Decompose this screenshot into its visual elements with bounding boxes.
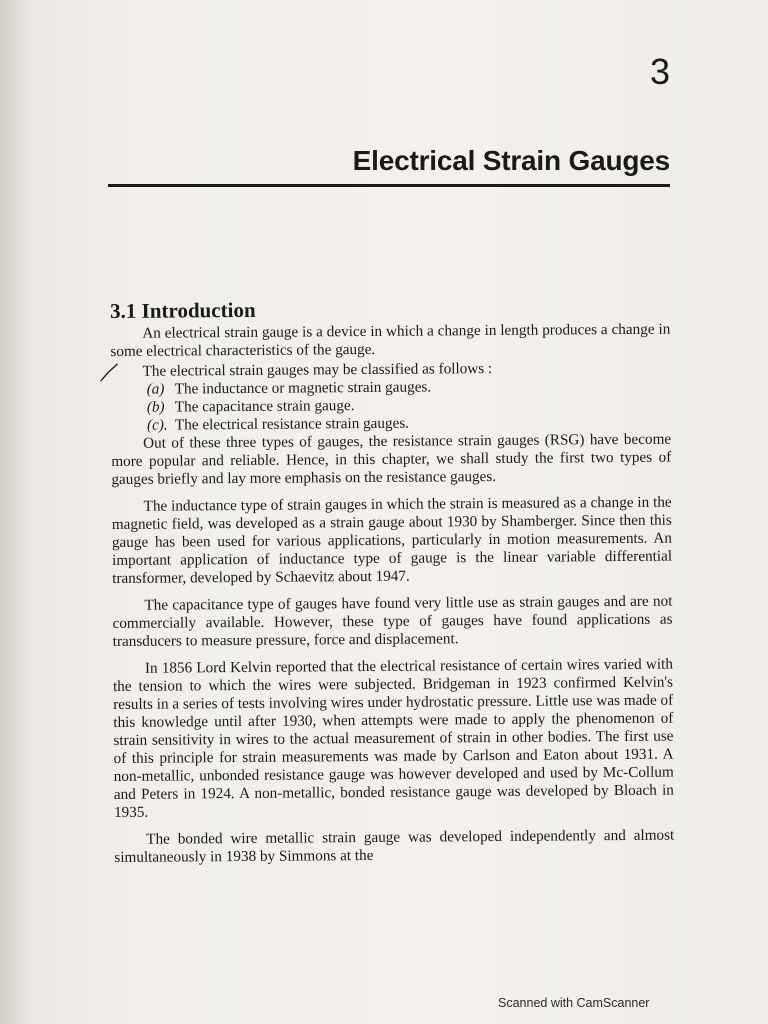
title-rule	[108, 184, 670, 187]
list-marker: (c).	[146, 416, 168, 434]
list-marker: (b)	[146, 398, 165, 416]
bonded-wire-paragraph: The bonded wire metallic strain gauge was developed independently and almost simultaneously in 1938 by Simmons at the	[114, 826, 675, 866]
scanner-watermark: Scanned with CamScanner	[498, 996, 650, 1010]
inductance-paragraph: The inductance type of strain gauges in which the strain is measured as a change in the magnetic field, was developed as a strain gauge about 1930 by Shamberger. Since then this gauge has been used for various applications, particularly in motion measurements. An important application of inductance type of gauge is the linear variable differential transformer, developed by Schaevitz about 1947.	[111, 493, 673, 587]
classification-text: The electrical strain gauges may be classified as follows :	[142, 360, 493, 380]
list-item-text: The electrical resistance strain gauges.	[174, 414, 410, 434]
page-edge-shadow	[0, 0, 30, 1024]
section-heading: 3.1 Introduction	[110, 297, 256, 323]
list-marker: (a)	[146, 380, 165, 398]
list-item-text: The inductance or magnetic strain gauges.	[174, 378, 432, 398]
rsg-paragraph: Out of these three types of gauges, the resistance strain gauges (RSG) have become more popular and reliable. Hence, in this chapter, we shall study the first two types of gauges briefly and lay more emphasis on the resistance gauges.	[111, 430, 672, 488]
chapter-title: Electrical Strain Gauges	[352, 145, 670, 176]
section-body	[110, 294, 674, 867]
intro-paragraph: An electrical strain gauge is a device in which a change in length produces a change in some electrical characteristics of the gauge.	[110, 320, 671, 360]
capacitance-paragraph: The capacitance type of gauges have found very little use as strain gauges and are not commercially available. However, these type of gauges have found applications as transducers to measure pressure, force and displacement.	[112, 592, 673, 650]
list-item-text: The capacitance strain gauge.	[174, 397, 355, 416]
history-paragraph: In 1856 Lord Kelvin reported that the electrical resistance of certain wires varied with the tension to which the wires were subjected. Bridgeman in 1923 confirmed Kelvin's results in a series of tests involving wires under hydrostatic pressure. Little use was made of this knowledge until after 1930, when attempts were made to apply the phenomenon of strain sensitivity in wires to the actual measurement of strain in other bodies. The first use of this principle for strain measurements was made by Carlson and Eaton about 1931. A non-metallic, unbonded resistance gauge was however developed and used by Mc-Collum and Peters in 1924. A non-metallic, bonded resistance gauge was developed by Bloach in 1935.	[112, 655, 674, 821]
chapter-number: 3	[649, 51, 670, 92]
